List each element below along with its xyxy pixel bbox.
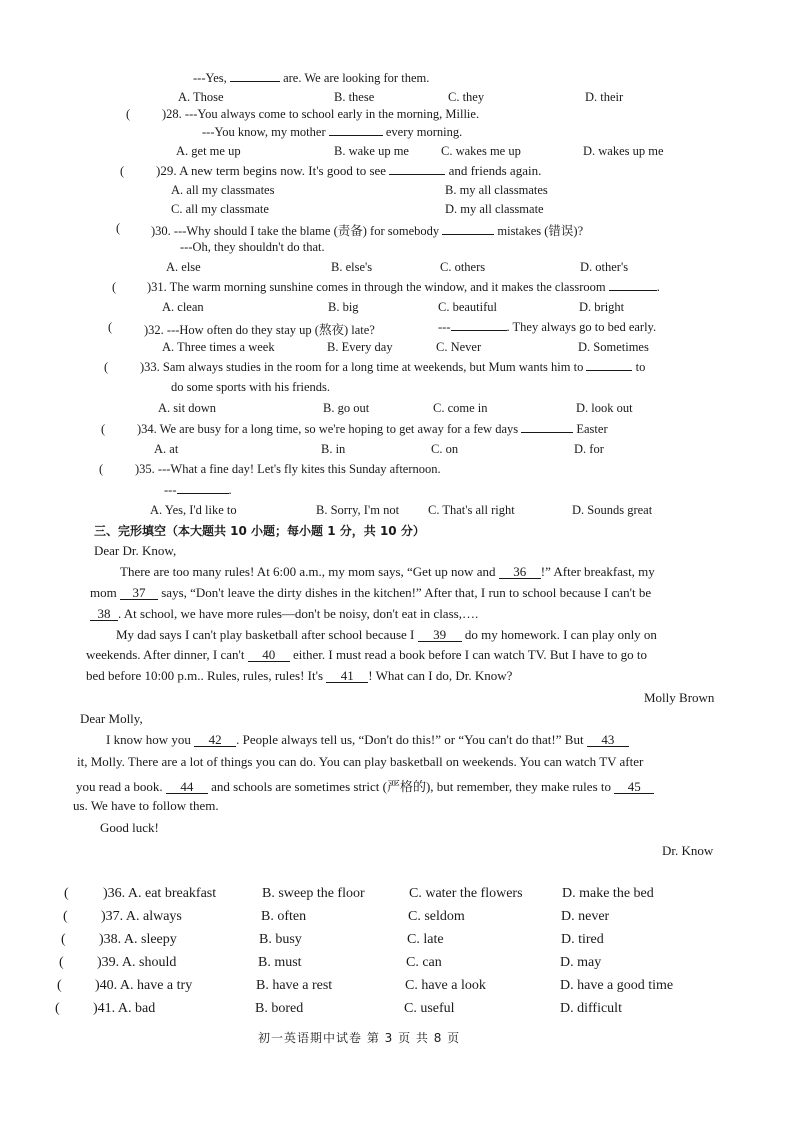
q33-answer-paren: ( xyxy=(104,360,109,374)
q28-option-a: A. get me up xyxy=(176,144,241,158)
q34-answer-paren: ( xyxy=(101,422,106,436)
q36-option-d: D. make the bed xyxy=(562,886,654,901)
q37-option-d: D. never xyxy=(561,909,610,924)
q38-answer-paren: ( xyxy=(61,932,66,947)
q40-option-d: D. have a good time xyxy=(560,978,674,993)
q33-option-d: D. look out xyxy=(576,401,633,415)
q30-option-a: A. else xyxy=(166,260,201,274)
q41-answer-paren: ( xyxy=(55,1001,60,1016)
q35-stem: )35. ---What a fine day! Let's fly kites this Sunday afternoon. xyxy=(135,462,441,476)
q29-option-b: B. my all classmates xyxy=(445,183,548,197)
q35-option-d: D. Sounds great xyxy=(572,503,653,517)
q30-option-c: C. others xyxy=(440,260,486,274)
blank-37[interactable]: 37 xyxy=(120,586,158,600)
q27-option-c: C. they xyxy=(448,90,485,104)
letter1-greeting: Dear Dr. Know, xyxy=(94,543,177,558)
q33-stem: )33. Sam always studies in the room for a long time at weekends, but Mum wants him to to xyxy=(140,360,646,374)
q39-option-c: C. can xyxy=(406,955,442,970)
q36-option-a: )36. A. eat breakfast xyxy=(103,886,217,901)
q28-stem: )28. ---You always come to school early in the morning, Millie. xyxy=(162,107,480,121)
letter2-line4: us. We have to follow them. xyxy=(73,798,219,813)
q30-answer-paren: ( xyxy=(116,221,121,235)
letter1-line6: bed before 10:00 p.m.. Rules, rules, rules! It's 41 ! What can I do, Dr. Know? xyxy=(86,668,513,683)
q38-option-d: D. tired xyxy=(561,932,604,947)
letter1-line4: My dad says I can't play basketball after school because I 39 do my homework. I can play only on xyxy=(116,627,657,642)
letter2-line5: Good luck! xyxy=(100,820,159,835)
q32-option-d: D. Sometimes xyxy=(578,340,649,354)
q27-stem: ---Yes, are. We are looking for them. xyxy=(193,71,430,85)
q36-option-b: B. sweep the floor xyxy=(262,886,365,901)
q36-option-c: C. water the flowers xyxy=(409,886,523,901)
q32-option-a: A. Three times a week xyxy=(162,340,275,354)
q37-option-b: B. often xyxy=(261,909,307,924)
q27-option-a: A. Those xyxy=(178,90,224,104)
q31-option-a: A. clean xyxy=(162,300,204,314)
q35-line2: --- . xyxy=(164,483,232,497)
blank-38[interactable]: 38 xyxy=(90,607,118,621)
q37-option-a: )37. A. always xyxy=(101,909,182,924)
section-heading-cloze: 三、完形填空（本大题共 10 小题；每小题 1 分，共 10 分） xyxy=(94,524,425,538)
q40-option-c: C. have a look xyxy=(405,978,486,993)
q32-option-b: B. Every day xyxy=(327,340,393,354)
q41-option-c: C. useful xyxy=(404,1001,455,1016)
q27-option-b: B. these xyxy=(334,90,375,104)
q30-option-d: D. other's xyxy=(580,260,629,274)
q32-reply: --- . They always go to bed early. xyxy=(438,320,657,334)
q31-option-d: D. bright xyxy=(579,300,625,314)
blank-36[interactable]: 36 xyxy=(499,565,541,579)
blank-44[interactable]: 44 xyxy=(166,780,208,794)
blank-39[interactable]: 39 xyxy=(418,628,462,642)
q39-option-a: )39. A. should xyxy=(97,955,177,970)
q37-option-c: C. seldom xyxy=(408,909,465,924)
blank-43[interactable]: 43 xyxy=(587,733,629,747)
q29-option-a: A. all my classmates xyxy=(171,183,275,197)
q29-option-d: D. my all classmate xyxy=(445,202,544,216)
q40-option-a: )40. A. have a try xyxy=(95,978,193,993)
q37-answer-paren: ( xyxy=(63,909,68,924)
q39-option-d: D. may xyxy=(560,955,602,970)
q31-answer-paren: ( xyxy=(112,280,117,294)
q34-option-c: C. on xyxy=(431,442,459,456)
letter2-greeting: Dear Molly, xyxy=(80,711,143,726)
q41-option-a: )41. A. bad xyxy=(93,1001,156,1016)
q34-stem: )34. We are busy for a long time, so we're hoping to get away for a few days Easter xyxy=(137,422,608,436)
blank-40[interactable]: 40 xyxy=(248,648,290,662)
letter1-line5: weekends. After dinner, I can't 40 either. I must read a book before I can watch TV. But I have to go to xyxy=(86,647,648,662)
q28-option-b: B. wake up me xyxy=(334,144,409,158)
q40-answer-paren: ( xyxy=(57,978,62,993)
q41-option-b: B. bored xyxy=(255,1001,304,1016)
letter1-line2: mom 37 says, “Don't leave the dirty dishes in the kitchen!” After that, I run to school because I can't be xyxy=(90,585,652,600)
q29-option-c: C. all my classmate xyxy=(171,202,269,216)
q30-option-b: B. else's xyxy=(331,260,373,274)
letter1-line1: There are too many rules! At 6:00 a.m., my mom says, “Get up now and 36 !” After breakfast, my xyxy=(120,564,655,579)
q29-answer-paren: ( xyxy=(120,164,125,178)
q38-option-b: B. busy xyxy=(259,932,302,947)
letter2-line2: it, Molly. There are a lot of things you can do. You can play basketball on weekends. You can watch TV after xyxy=(77,754,644,769)
q28-line2: ---You know, my mother every morning. xyxy=(202,125,463,139)
blank-45[interactable]: 45 xyxy=(614,780,654,794)
blank-41[interactable]: 41 xyxy=(326,669,368,683)
q32-option-c: C. Never xyxy=(436,340,482,354)
q32-stem: )32. ---How often do they stay up (熬夜) late? xyxy=(144,323,375,337)
q38-option-a: )38. A. sleepy xyxy=(99,932,177,947)
q34-option-d: D. for xyxy=(574,442,604,456)
q41-option-d: D. difficult xyxy=(560,1001,622,1016)
blank-42[interactable]: 42 xyxy=(194,733,236,747)
q27-option-d: D. their xyxy=(585,90,624,104)
q35-answer-paren: ( xyxy=(99,462,104,476)
letter2-signature: Dr. Know xyxy=(662,843,714,858)
q28-option-d: D. wakes up me xyxy=(583,144,664,158)
letter2-line3: you read a book. 44 and schools are sometimes strict (严格的), but remember, they make rules to 45 xyxy=(76,776,654,795)
q35-option-c: C. That's all right xyxy=(428,503,515,517)
q33-option-b: B. go out xyxy=(323,401,370,415)
q39-answer-paren: ( xyxy=(59,955,64,970)
q32-answer-paren: ( xyxy=(108,320,113,334)
letter1-line3: 38 . At school, we have more rules—don't be noisy, don't eat in class,…. xyxy=(90,606,478,622)
q34-option-b: B. in xyxy=(321,442,346,456)
q38-option-c: C. late xyxy=(407,932,444,947)
letter1-signature: Molly Brown xyxy=(644,690,715,705)
q31-stem: )31. The warm morning sunshine comes in through the window, and it makes the classroom . xyxy=(147,280,660,294)
letter2-line1: I know how you 42 . People always tell us, “Don't do this!” or “You can't do that!” But 43 xyxy=(106,732,629,748)
q33-line2: do some sports with his friends. xyxy=(171,380,331,394)
q35-option-b: B. Sorry, I'm not xyxy=(316,503,400,517)
q31-option-b: B. big xyxy=(328,300,359,314)
q28-option-c: C. wakes me up xyxy=(441,144,521,158)
q40-option-b: B. have a rest xyxy=(256,978,333,993)
q34-option-a: A. at xyxy=(154,442,179,456)
page-footer: 初一英语期中试卷 第 3 页 共 8 页 xyxy=(258,1031,461,1045)
q29-stem: )29. A new term begins now. It's good to see and friends again. xyxy=(156,163,542,178)
q36-answer-paren: ( xyxy=(64,886,69,901)
q35-option-a: A. Yes, I'd like to xyxy=(150,503,237,517)
q39-option-b: B. must xyxy=(258,955,302,970)
q30-line2: ---Oh, they shouldn't do that. xyxy=(180,240,325,254)
q33-option-c: C. come in xyxy=(433,401,488,415)
q31-option-c: C. beautiful xyxy=(438,300,498,314)
q33-option-a: A. sit down xyxy=(158,401,216,415)
q28-answer-paren: ( xyxy=(126,107,131,121)
q30-stem: )30. ---Why should I take the blame (责备) for somebody mistakes (错误)? xyxy=(151,224,584,238)
